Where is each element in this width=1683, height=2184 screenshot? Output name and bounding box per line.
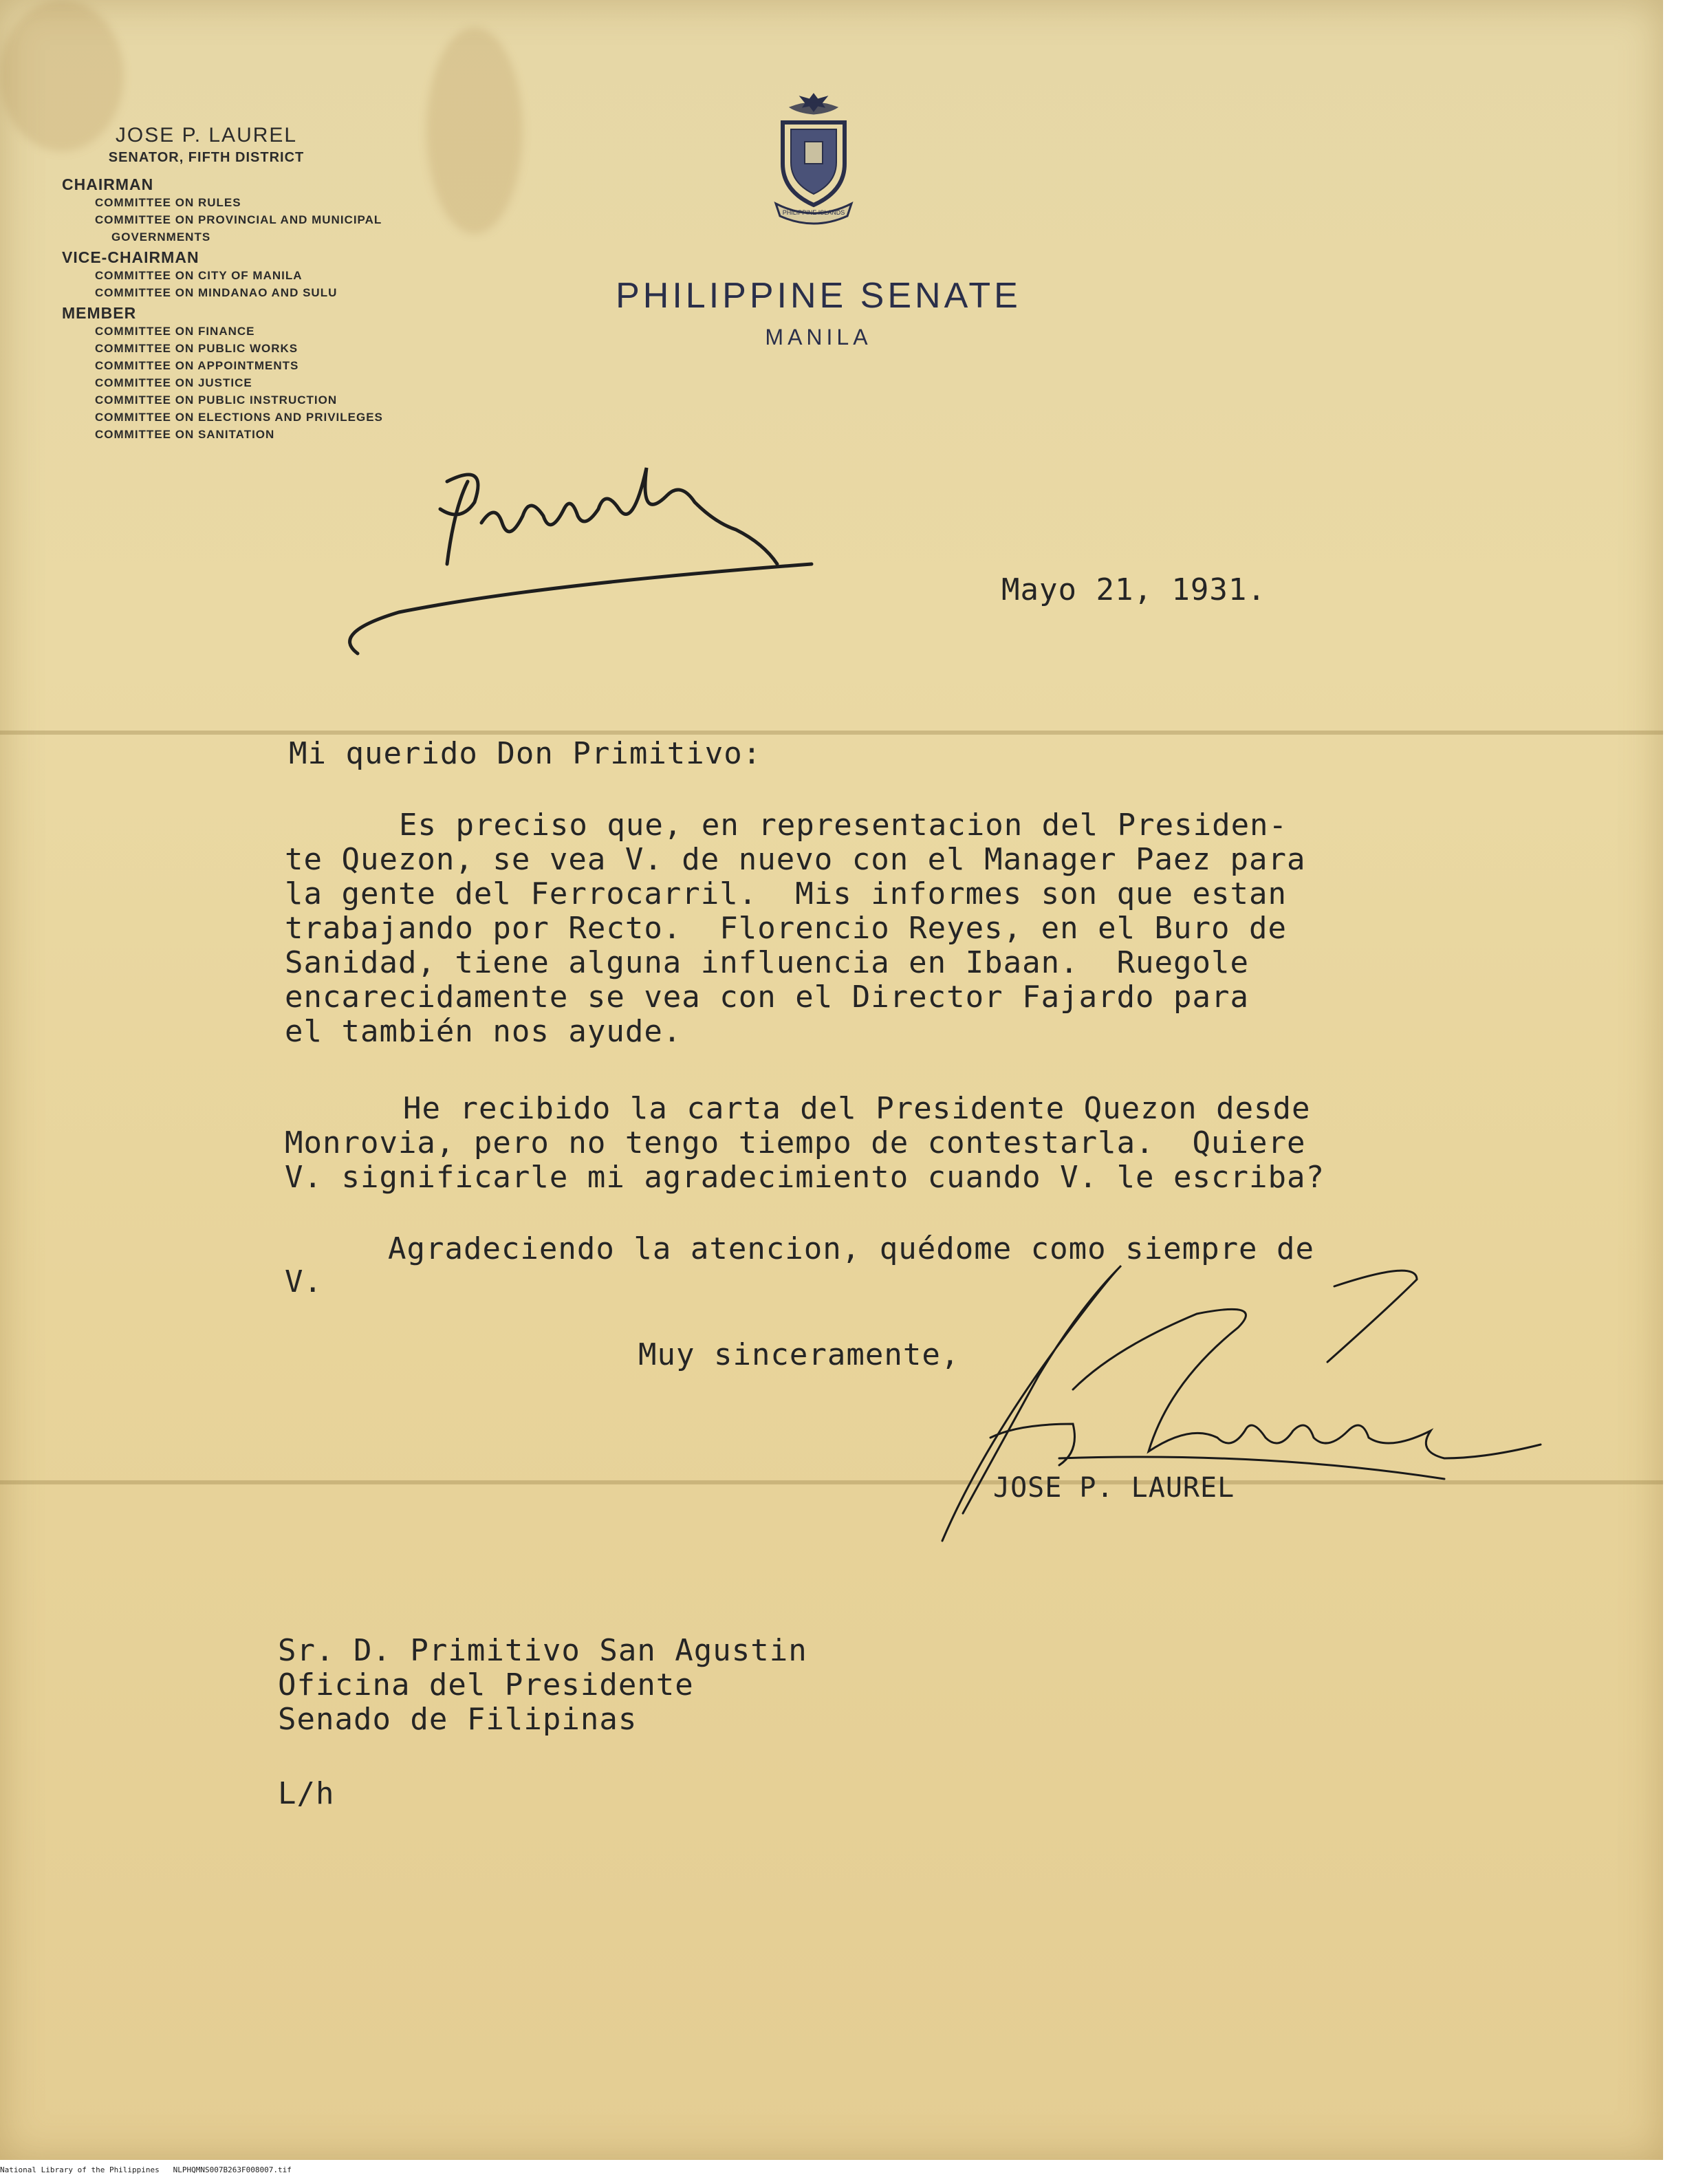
letterhead-committees [62,124,447,443]
committee-item: COMMITTEE ON PROVINCIAL AND MUNICIPAL [95,213,382,226]
vice-chairman-heading: VICE-CHAIRMAN [62,248,199,266]
body-line: V. [285,1264,323,1299]
addressee-line: Senado de Filipinas [278,1702,638,1737]
committee-item: COMMITTEE ON APPOINTMENTS [95,359,299,372]
body-line: V. significarle mi agradecimiento cuando V. le escriba? [285,1160,1325,1195]
institution-header [536,275,1100,350]
committee-item: COMMITTEE ON JUSTICE [95,376,252,389]
signature-icon [935,1252,1609,1555]
signature-name: JOSE P. LAUREL [993,1472,1235,1504]
senator-title: SENATOR, FIFTH DISTRICT [108,150,305,165]
institution-city: MANILA [765,325,872,349]
body-line: trabajando por Recto. Florencio Reyes, en el Buro de [285,911,1287,946]
body-line: encarecidamente se vea con el Director Fajardo para [285,980,1250,1015]
committee-item: GOVERNMENTS [111,230,211,244]
committee-item: COMMITTEE ON PUBLIC WORKS [95,342,298,355]
handwritten-personal-note [344,440,867,674]
committee-item: COMMITTEE ON SANITATION [95,428,275,441]
committee-item: COMMITTEE ON CITY OF MANILA [95,269,303,282]
member-heading: MEMBER [62,304,137,322]
body-line: Monrovia, pero no tengo tiempo de contestarla. Quiere [285,1125,1306,1160]
committee-item: COMMITTEE ON RULES [95,196,241,209]
personal-note-text: Personal [550,517,580,525]
archive-footer [0,2165,292,2174]
chairman-heading: CHAIRMAN [62,175,154,193]
body-line: Es preciso que, en representacion del Presiden- [399,808,1288,843]
addressee-line: Sr. D. Primitivo San Agustin [278,1633,807,1668]
reference-initials: L/h [278,1776,335,1811]
body-line: Sanidad, tiene alguna influencia en Ibaan. Ruegole [285,945,1250,980]
footer-filename: NLPHQMNS007B263F008007.tif [173,2165,292,2174]
body-line: la gente del Ferrocarril. Mis informes son que estan [285,876,1287,911]
senator-name: JOSE P. LAUREL [115,124,298,147]
addressee-line: Oficina del Presidente [278,1667,694,1702]
committee-item: COMMITTEE ON MINDANAO AND SULU [95,286,338,299]
committee-item: COMMITTEE ON PUBLIC INSTRUCTION [95,393,338,407]
salutation: Mi querido Don Primitivo: [289,736,762,771]
institution-name: PHILIPPINE SENATE [616,276,1021,316]
committee-item: COMMITTEE ON FINANCE [95,325,255,338]
closing: Muy sinceramente, [638,1337,960,1372]
body-line: el también nos ayude. [285,1014,682,1049]
body-line: He recibido la carta del Presidente Quezon desde [403,1091,1311,1126]
body-line: te Quezon, se vea V. de nuevo con el Manager Paez para [285,842,1306,877]
crest-banner: PHILIPPINE ISLANDS [782,209,845,216]
footer-source: National Library of the Philippines [0,2165,160,2174]
committee-item: COMMITTEE ON ELECTIONS AND PRIVILEGES [95,411,383,424]
letter-date: Mayo 21, 1931. [1001,572,1266,607]
senate-crest-icon [762,88,865,233]
body-line: Agradeciendo la atencion, quédome como siempre de [388,1231,1315,1266]
fold-line [0,731,1663,735]
